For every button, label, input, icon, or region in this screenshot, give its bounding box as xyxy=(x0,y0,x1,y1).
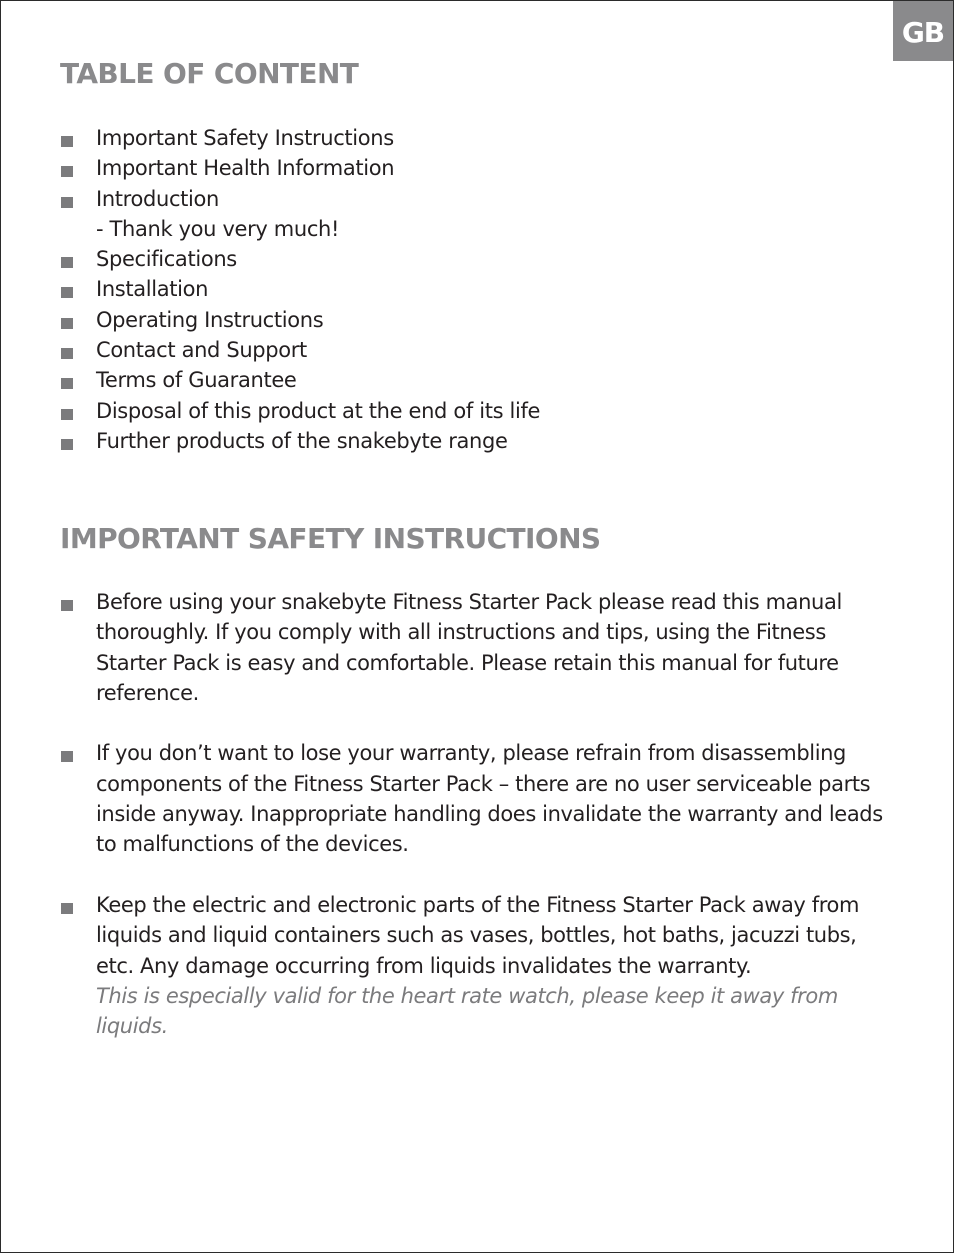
safety-heading: IMPORTANT SAFETY INSTRUCTIONS xyxy=(60,522,601,555)
square-bullet-icon xyxy=(61,318,73,329)
square-bullet-icon xyxy=(61,751,73,762)
toc-item-label: Important Safety Instructions xyxy=(96,126,394,150)
toc-item-label: Contact and Support xyxy=(96,338,307,363)
safety-item-text: Keep the electric and electronic parts of the Fitness Starter Pack away from liquids and liquid containers such as vases, bottles, hot baths, jacuzzi tubs, etc. Any damage occurring from liquids invalidates the warranty. xyxy=(96,892,860,978)
toc-item-label: Operating Instructions xyxy=(96,307,324,332)
toc-item xyxy=(60,365,880,395)
safety-item xyxy=(60,738,900,859)
toc-item-label: Terms of Guarantee xyxy=(96,368,297,393)
square-bullet-icon xyxy=(61,257,73,268)
toc-item xyxy=(60,123,880,153)
square-bullet-icon xyxy=(61,136,73,147)
toc-item xyxy=(60,244,880,274)
toc-item xyxy=(60,274,880,304)
square-bullet-icon xyxy=(61,166,73,177)
toc-item xyxy=(60,184,880,245)
toc-item-label: Further products of the snakebyte range xyxy=(96,428,508,453)
square-bullet-icon xyxy=(61,409,73,420)
language-tab: GB xyxy=(893,1,953,61)
safety-item-text: If you don’t want to lose your warranty, please refrain from disassembling components of the Fitness Starter Pack – there are no user serviceable parts inside anyway. Inappropriate handling does invalidate the warranty and leads to malfunctions of the devices. xyxy=(96,741,883,857)
toc-item xyxy=(60,153,880,183)
toc-item-label: Specifications xyxy=(96,247,237,272)
toc-item-label: Installation xyxy=(96,277,209,302)
toc-item-label: Disposal of this product at the end of its life xyxy=(96,398,541,423)
safety-item-note: This is especially valid for the heart rate watch, please keep it away from liquids. xyxy=(96,983,838,1039)
square-bullet-icon xyxy=(61,287,73,298)
toc-item xyxy=(60,305,880,335)
toc-sub-item: - Thank you very much! xyxy=(96,216,340,241)
square-bullet-icon xyxy=(61,903,73,914)
square-bullet-icon xyxy=(61,197,73,208)
square-bullet-icon xyxy=(61,378,73,389)
toc-item xyxy=(60,396,880,426)
safety-item xyxy=(60,587,900,708)
safety-item-text: Before using your snakebyte Fitness Starter Pack please read this manual thoroughly. If you comply with all instructions and tips, using the Fitness Starter Pack is easy and comfortable. Please retain this manual for future reference. xyxy=(96,590,842,705)
square-bullet-icon xyxy=(61,439,73,450)
toc-item-label: Important Health Information xyxy=(96,156,395,181)
square-bullet-icon xyxy=(61,600,73,611)
toc-item xyxy=(60,335,880,365)
safety-list xyxy=(60,587,900,1072)
toc-item xyxy=(60,426,880,456)
toc-heading: TABLE OF CONTENT xyxy=(60,57,359,90)
toc-item-label: Introduction xyxy=(96,186,219,211)
safety-item xyxy=(60,890,900,1041)
square-bullet-icon xyxy=(61,348,73,359)
toc-list xyxy=(60,123,880,456)
